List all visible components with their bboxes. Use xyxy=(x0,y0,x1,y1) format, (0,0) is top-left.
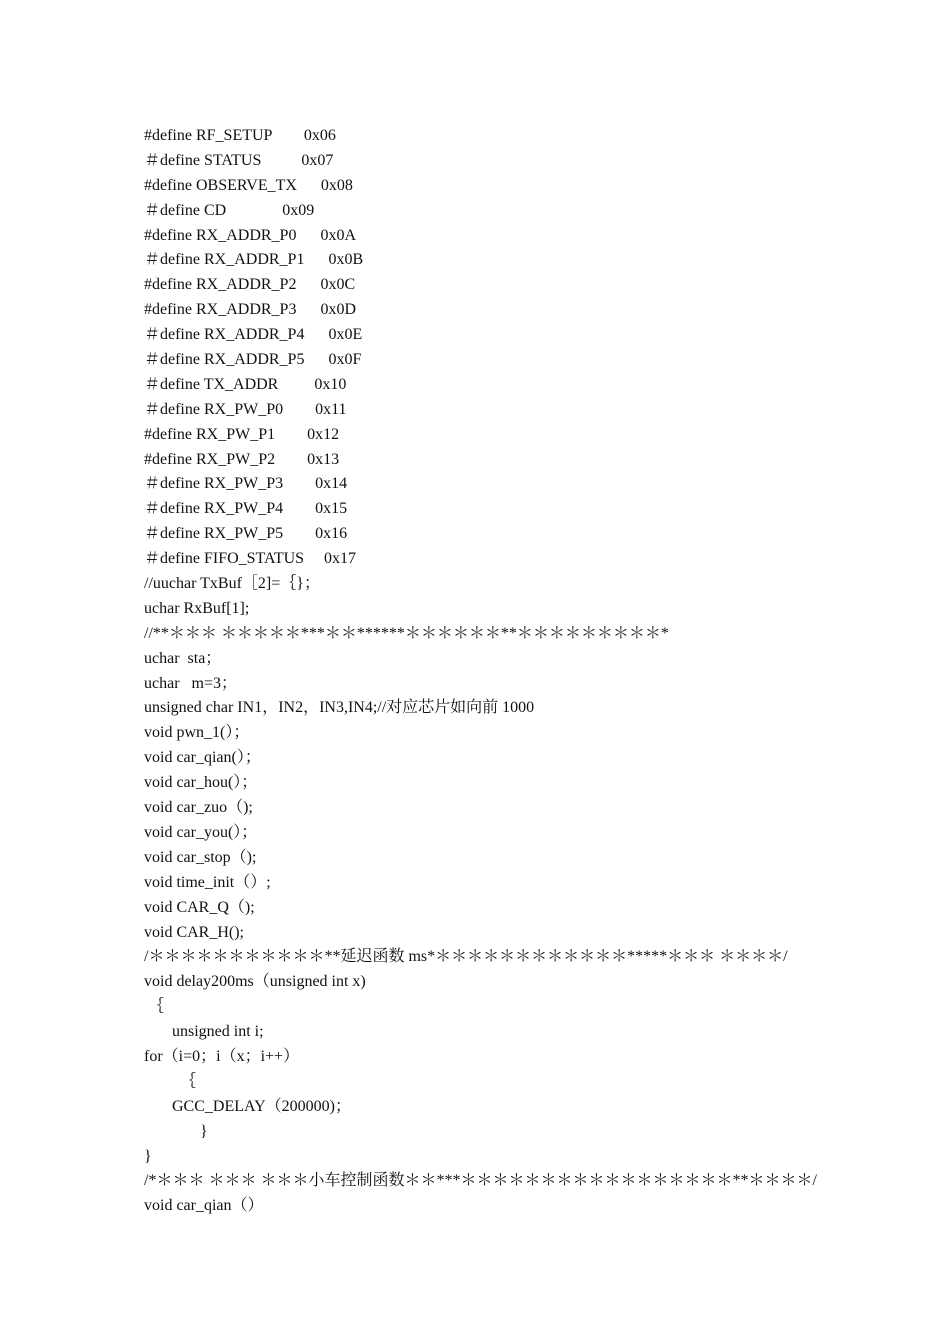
code-line: #define RX_ADDR_P3 0x0D xyxy=(144,301,356,319)
code-line: void car_stop（); xyxy=(144,848,257,866)
code-line: void pwn_1(）； xyxy=(144,724,250,742)
code-line: GCC_DELAY（200000)； xyxy=(144,1097,351,1115)
code-line: #define RX_ADDR_P0 0x0A xyxy=(144,226,356,244)
code-line: void CAR_H(); xyxy=(144,923,244,941)
code-line: #define RF_SETUP 0x06 xyxy=(144,127,336,144)
code-line: void car_qian(）； xyxy=(144,749,261,767)
code-line: void time_init（）; xyxy=(144,873,271,891)
code-line: #define OBSERVE_TX 0x08 xyxy=(144,176,353,194)
code-line: void delay200ms（unsigned int x) xyxy=(144,973,366,991)
code-line: void car_hou(）； xyxy=(144,774,258,792)
code-line: ＃define STATUS 0x07 xyxy=(144,151,334,169)
code-line: void CAR_Q（); xyxy=(144,898,255,916)
code-line: uchar m=3； xyxy=(144,674,238,692)
code-line: ＃define RX_PW_P4 0x15 xyxy=(144,500,348,518)
code-line: //uuchar TxBuf［2]=｛}； xyxy=(144,575,320,593)
code-line: } xyxy=(144,1147,152,1165)
code-line: void car_zuo（); xyxy=(144,799,253,817)
code-line: void car_you(）； xyxy=(144,823,258,841)
code-line: ＃define RX_ADDR_P5 0x0F xyxy=(144,351,362,369)
code-line: #define RX_ADDR_P2 0x0C xyxy=(144,276,356,294)
code-line: #define RX_PW_P2 0x13 xyxy=(144,450,340,468)
code-line: unsigned int i; xyxy=(144,1023,264,1041)
code-line: uchar sta； xyxy=(144,649,222,667)
code-line: ＃define FIFO_STATUS 0x17 xyxy=(144,550,357,568)
code-line: ＃define CD 0x09 xyxy=(144,201,315,219)
code-line: ｛ xyxy=(144,1072,197,1090)
code-listing xyxy=(144,124,904,1219)
code-line: /＊＊＊＊＊＊＊＊＊＊＊**延迟函数 ms*＊＊＊＊＊＊＊＊＊＊＊＊*****＊＊＊ ＊＊＊＊/ xyxy=(144,948,788,966)
code-line: ｛ xyxy=(144,998,165,1016)
code-line: } xyxy=(144,1122,208,1140)
code-line: ＃define TX_ADDR 0x10 xyxy=(144,375,347,393)
code-line: /*＊＊＊ ＊＊＊ ＊＊＊小车控制函数＊＊***＊＊＊＊＊＊＊＊＊＊＊＊＊＊＊＊＊**＊＊＊＊/ xyxy=(144,1172,817,1190)
code-line: ＃define RX_ADDR_P1 0x0B xyxy=(144,251,364,269)
code-line: //**＊＊＊ ＊＊＊＊＊***＊＊******＊＊＊＊＊＊**＊＊＊＊＊＊＊＊＊* xyxy=(144,624,669,642)
code-line: for（i=0；i（x；i++） xyxy=(144,1047,300,1065)
code-line: unsigned char IN1，IN2，IN3,IN4;//对应芯片如向前 1000 xyxy=(144,699,535,717)
code-line: uchar RxBuf[1]; xyxy=(144,599,250,617)
code-line: ＃define RX_ADDR_P4 0x0E xyxy=(144,326,363,344)
code-line: ＃define RX_PW_P5 0x16 xyxy=(144,525,348,543)
code-line: ＃define RX_PW_P3 0x14 xyxy=(144,475,348,493)
code-line: void car_qian（） xyxy=(144,1197,264,1215)
code-line: #define RX_PW_P1 0x12 xyxy=(144,425,340,443)
code-line: ＃define RX_PW_P0 0x11 xyxy=(144,400,347,418)
